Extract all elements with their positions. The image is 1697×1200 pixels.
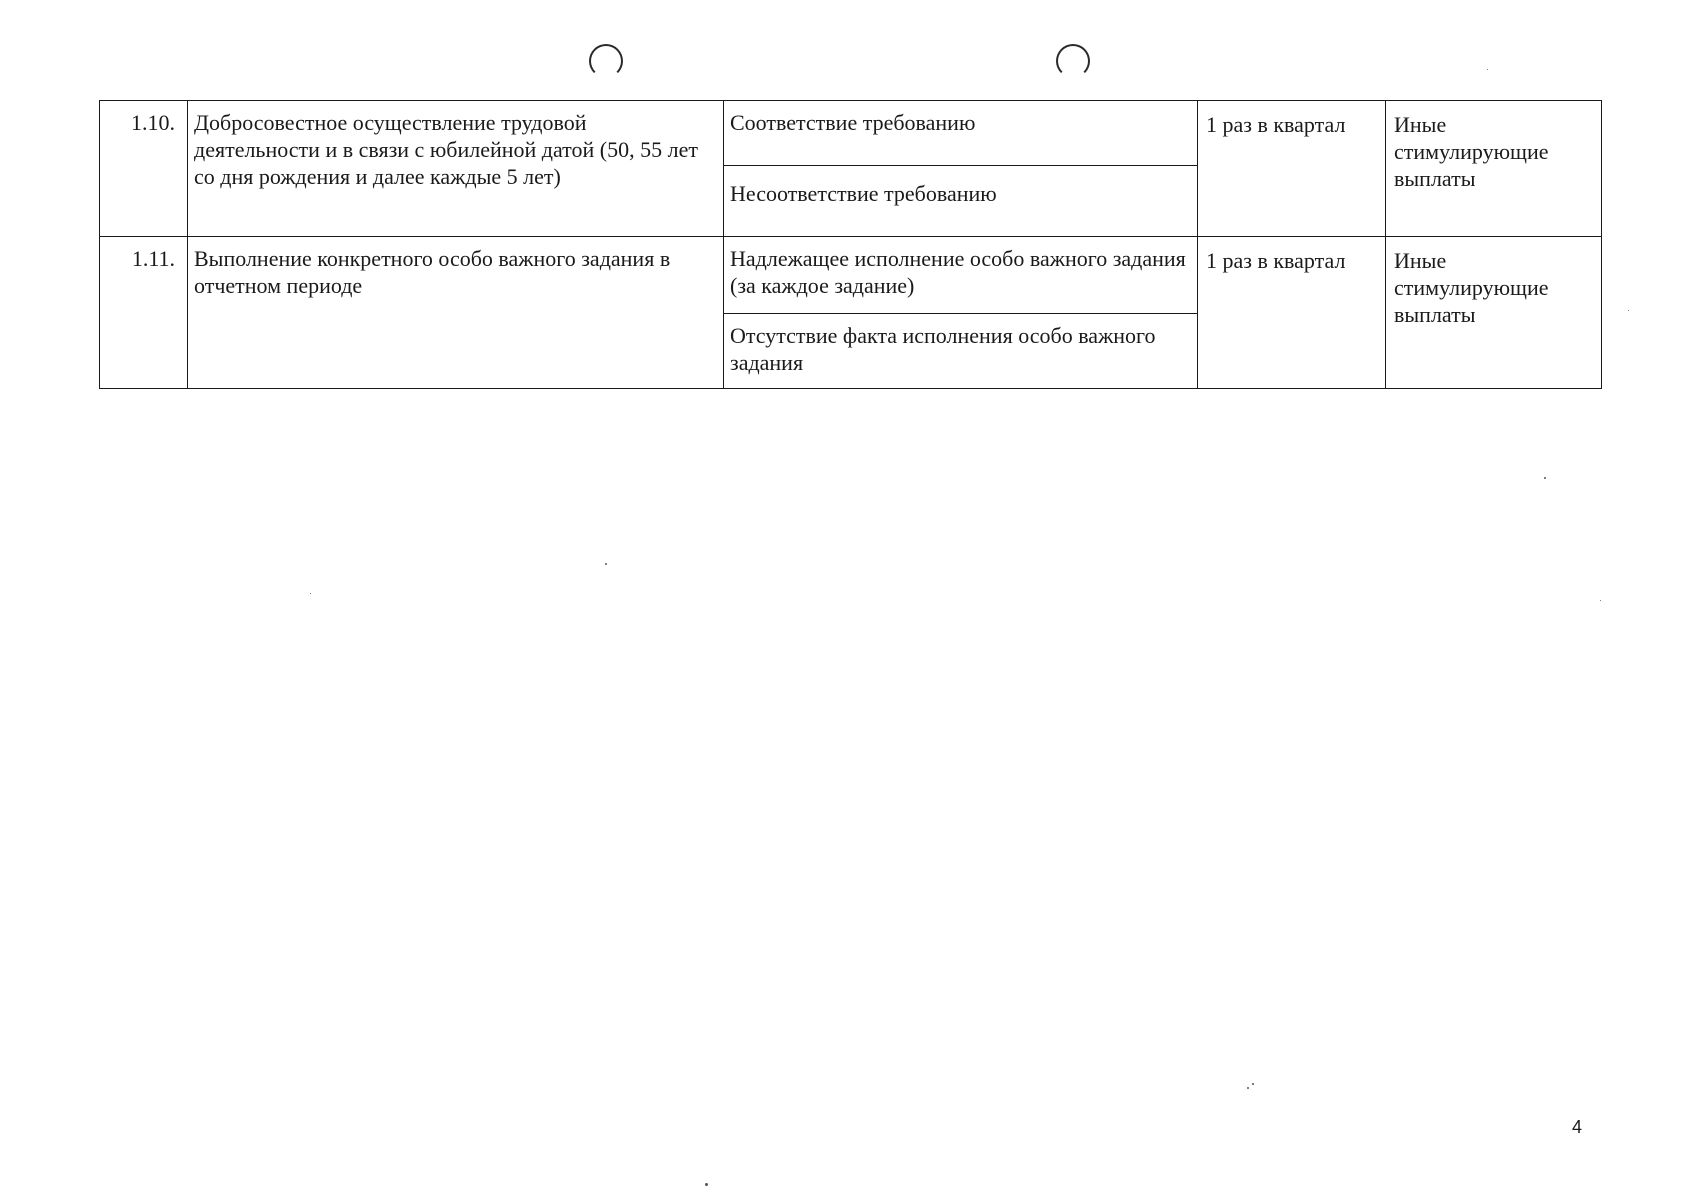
criterion-text: Несоответствие требованию: [724, 166, 1198, 237]
scan-speck: [310, 593, 311, 594]
criterion-text: Соответствие требованию: [724, 101, 1198, 166]
criteria-table: [99, 100, 1602, 389]
frequency-text: 1 раз в квартал: [1198, 101, 1386, 237]
payment-type-text: Иные стимулирующие выплаты: [1386, 237, 1602, 389]
indicator-text: Добросовестное осуществление трудовой деятельности и в связи с юбилейной датой (50, 55 лет со дня рождения и далее каждые 5 лет): [188, 101, 724, 237]
scan-speck: [1247, 1087, 1249, 1089]
scan-speck: [605, 563, 607, 565]
frequency-text: 1 раз в квартал: [1198, 237, 1386, 389]
scan-speck: [1600, 600, 1601, 601]
punch-hole-left: [589, 44, 623, 78]
row-number: 1.11.: [100, 237, 188, 389]
payment-type-text: Иные стимулирующие выплаты: [1386, 101, 1602, 237]
scan-speck: [705, 1183, 708, 1186]
table-row: [100, 101, 1602, 166]
table-row: [100, 237, 1602, 314]
row-number: 1.10.: [100, 101, 188, 237]
scan-speck: [1628, 310, 1629, 311]
page-number: 4: [1572, 1117, 1583, 1137]
scan-speck: [1252, 1083, 1254, 1085]
indicator-text: Выполнение конкретного особо важного задания в отчетном периоде: [188, 237, 724, 389]
criterion-text: Отсутствие факта исполнения особо важного задания: [724, 314, 1198, 389]
scan-speck: [1487, 69, 1488, 70]
criterion-text: Надлежащее исполнение особо важного задания (за каждое задание): [724, 237, 1198, 314]
punch-hole-right: [1056, 44, 1090, 78]
scan-speck: [1544, 477, 1546, 479]
